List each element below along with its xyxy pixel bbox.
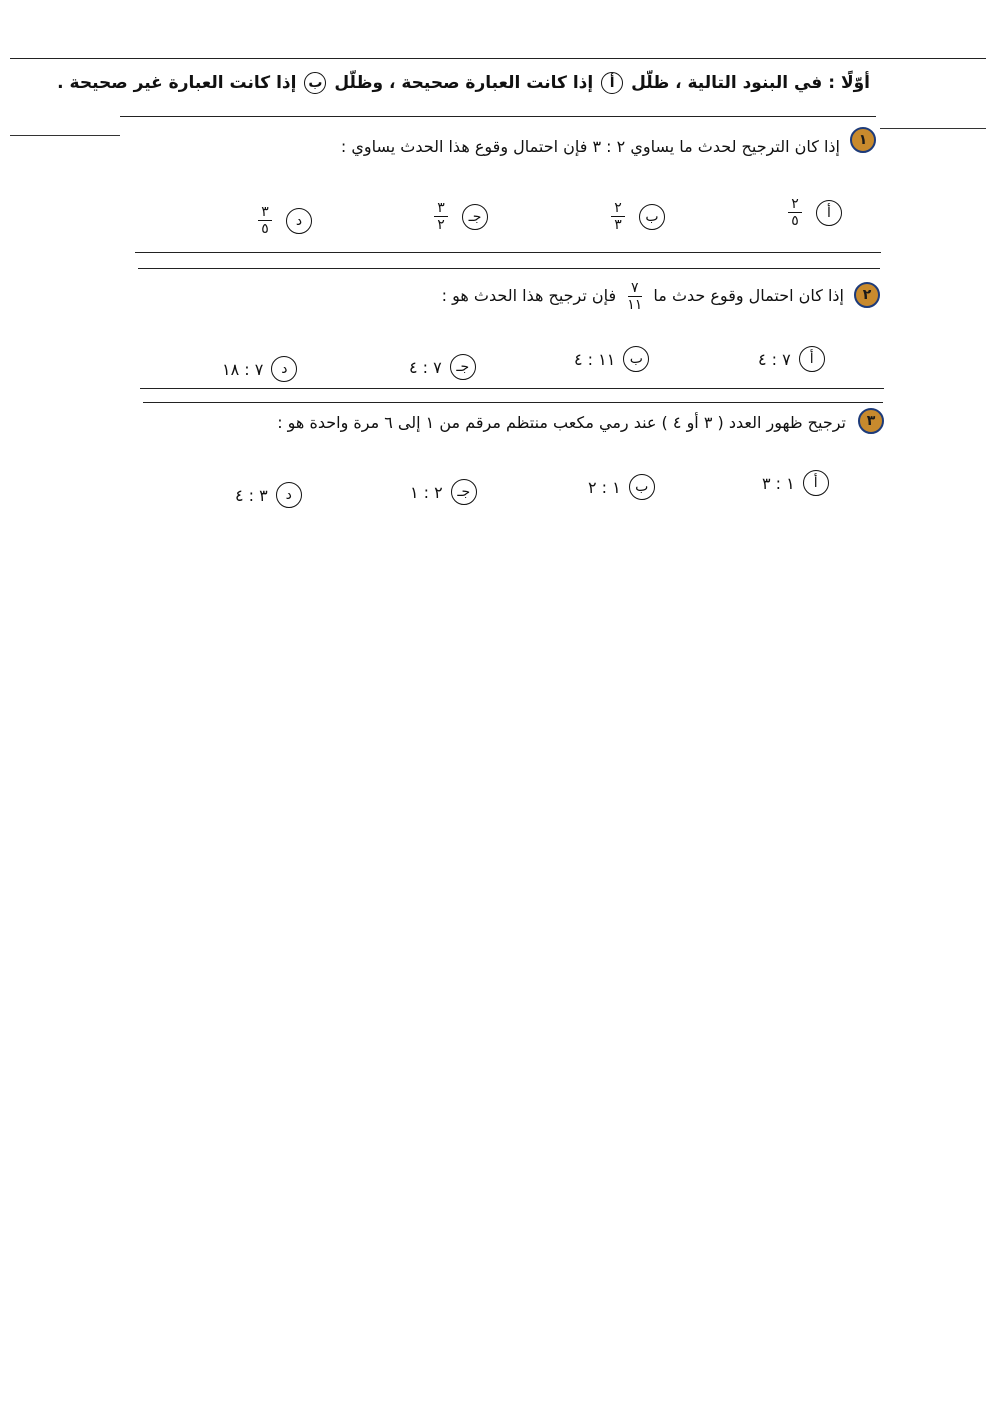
question-3-text: ترجيح ظهور العدد ( ٣ أو ٤ ) عند رمي مكعب منتظم مرقم من ١ إلى ٦ مرة واحدة هو : — [277, 413, 846, 432]
option-fraction: $\frac{٢}{٥}$ — [788, 196, 802, 229]
option-value: ١ : ٣ — [762, 473, 795, 493]
question-2-text-a: إذا كان احتمال وقوع حدث ما — [653, 286, 844, 305]
question-1-text: إذا كان الترجيح لحدث ما يساوي ٢ : ٣ فإن احتمال وقوع هذا الحدث يساوي : — [340, 137, 840, 156]
option-letter: جـ — [462, 204, 488, 230]
option-letter: د — [271, 356, 297, 382]
question-2-fraction: $\frac{٧}{١١}$ — [627, 280, 643, 313]
option-letter: أ — [816, 200, 842, 226]
header-rule — [120, 116, 876, 117]
question-1-number: ١ — [850, 127, 876, 153]
option-letter: جـ — [450, 354, 476, 380]
option-letter: أ — [803, 470, 829, 496]
option-value: ٧ : ١٨ — [222, 359, 264, 379]
q1-separator — [135, 252, 881, 253]
option-letter: ب — [623, 346, 649, 372]
q2-option-b[interactable] — [574, 346, 649, 372]
instruction-text-c: إذا كانت العبارة غير صحيحة . — [57, 73, 297, 93]
option-value: ١١ : ٤ — [574, 349, 616, 369]
option-letter: أ — [799, 346, 825, 372]
q1-option-b[interactable] — [605, 200, 665, 233]
q2-option-d[interactable] — [222, 356, 297, 382]
letter-b-circle: ب — [304, 72, 326, 94]
letter-a-circle: أ — [601, 72, 623, 94]
option-fraction: $\frac{٣}{٥}$ — [258, 204, 272, 237]
q2-option-a[interactable] — [758, 346, 825, 372]
instruction-text-a: أوّلًا : في البنود التالية ، ظلّل — [631, 73, 870, 93]
option-letter: ب — [639, 204, 665, 230]
q3-option-a[interactable] — [762, 470, 829, 496]
option-letter: د — [286, 208, 312, 234]
q2-separator — [140, 388, 884, 389]
option-letter: ب — [629, 474, 655, 500]
option-letter: د — [276, 482, 302, 508]
left-dash — [10, 135, 120, 136]
question-2-text-b: فإن ترجيح هذا الحدث هو : — [441, 286, 617, 305]
option-value: ٣ : ٤ — [235, 485, 268, 505]
option-value: ٧ : ٤ — [409, 357, 442, 377]
q3-option-c[interactable] — [410, 479, 477, 505]
option-fraction: $\frac{٣}{٢}$ — [434, 200, 448, 233]
question-2-number: ٢ — [854, 282, 880, 308]
instruction-text-b: إذا كانت العبارة صحيحة ، وظلّل — [334, 73, 594, 93]
right-dash — [880, 128, 986, 129]
q1-separator-2 — [138, 268, 880, 269]
q3-option-d[interactable] — [235, 482, 302, 508]
q1-option-a[interactable] — [782, 196, 842, 229]
option-value: ٧ : ٤ — [758, 349, 791, 369]
question-3-number: ٣ — [858, 408, 884, 434]
q2-separator-2 — [143, 402, 883, 403]
q3-option-b[interactable] — [588, 474, 655, 500]
option-value: ١ : ٢ — [588, 477, 621, 497]
option-value: ٢ : ١ — [410, 482, 443, 502]
q1-option-d[interactable] — [252, 204, 312, 237]
option-fraction: $\frac{٢}{٣}$ — [611, 200, 625, 233]
instruction-line-1 — [57, 72, 870, 94]
option-letter: جـ — [451, 479, 477, 505]
top-rule — [10, 58, 986, 59]
question-2-text — [442, 280, 844, 313]
q1-option-c[interactable] — [428, 200, 488, 233]
q2-option-c[interactable] — [409, 354, 476, 380]
